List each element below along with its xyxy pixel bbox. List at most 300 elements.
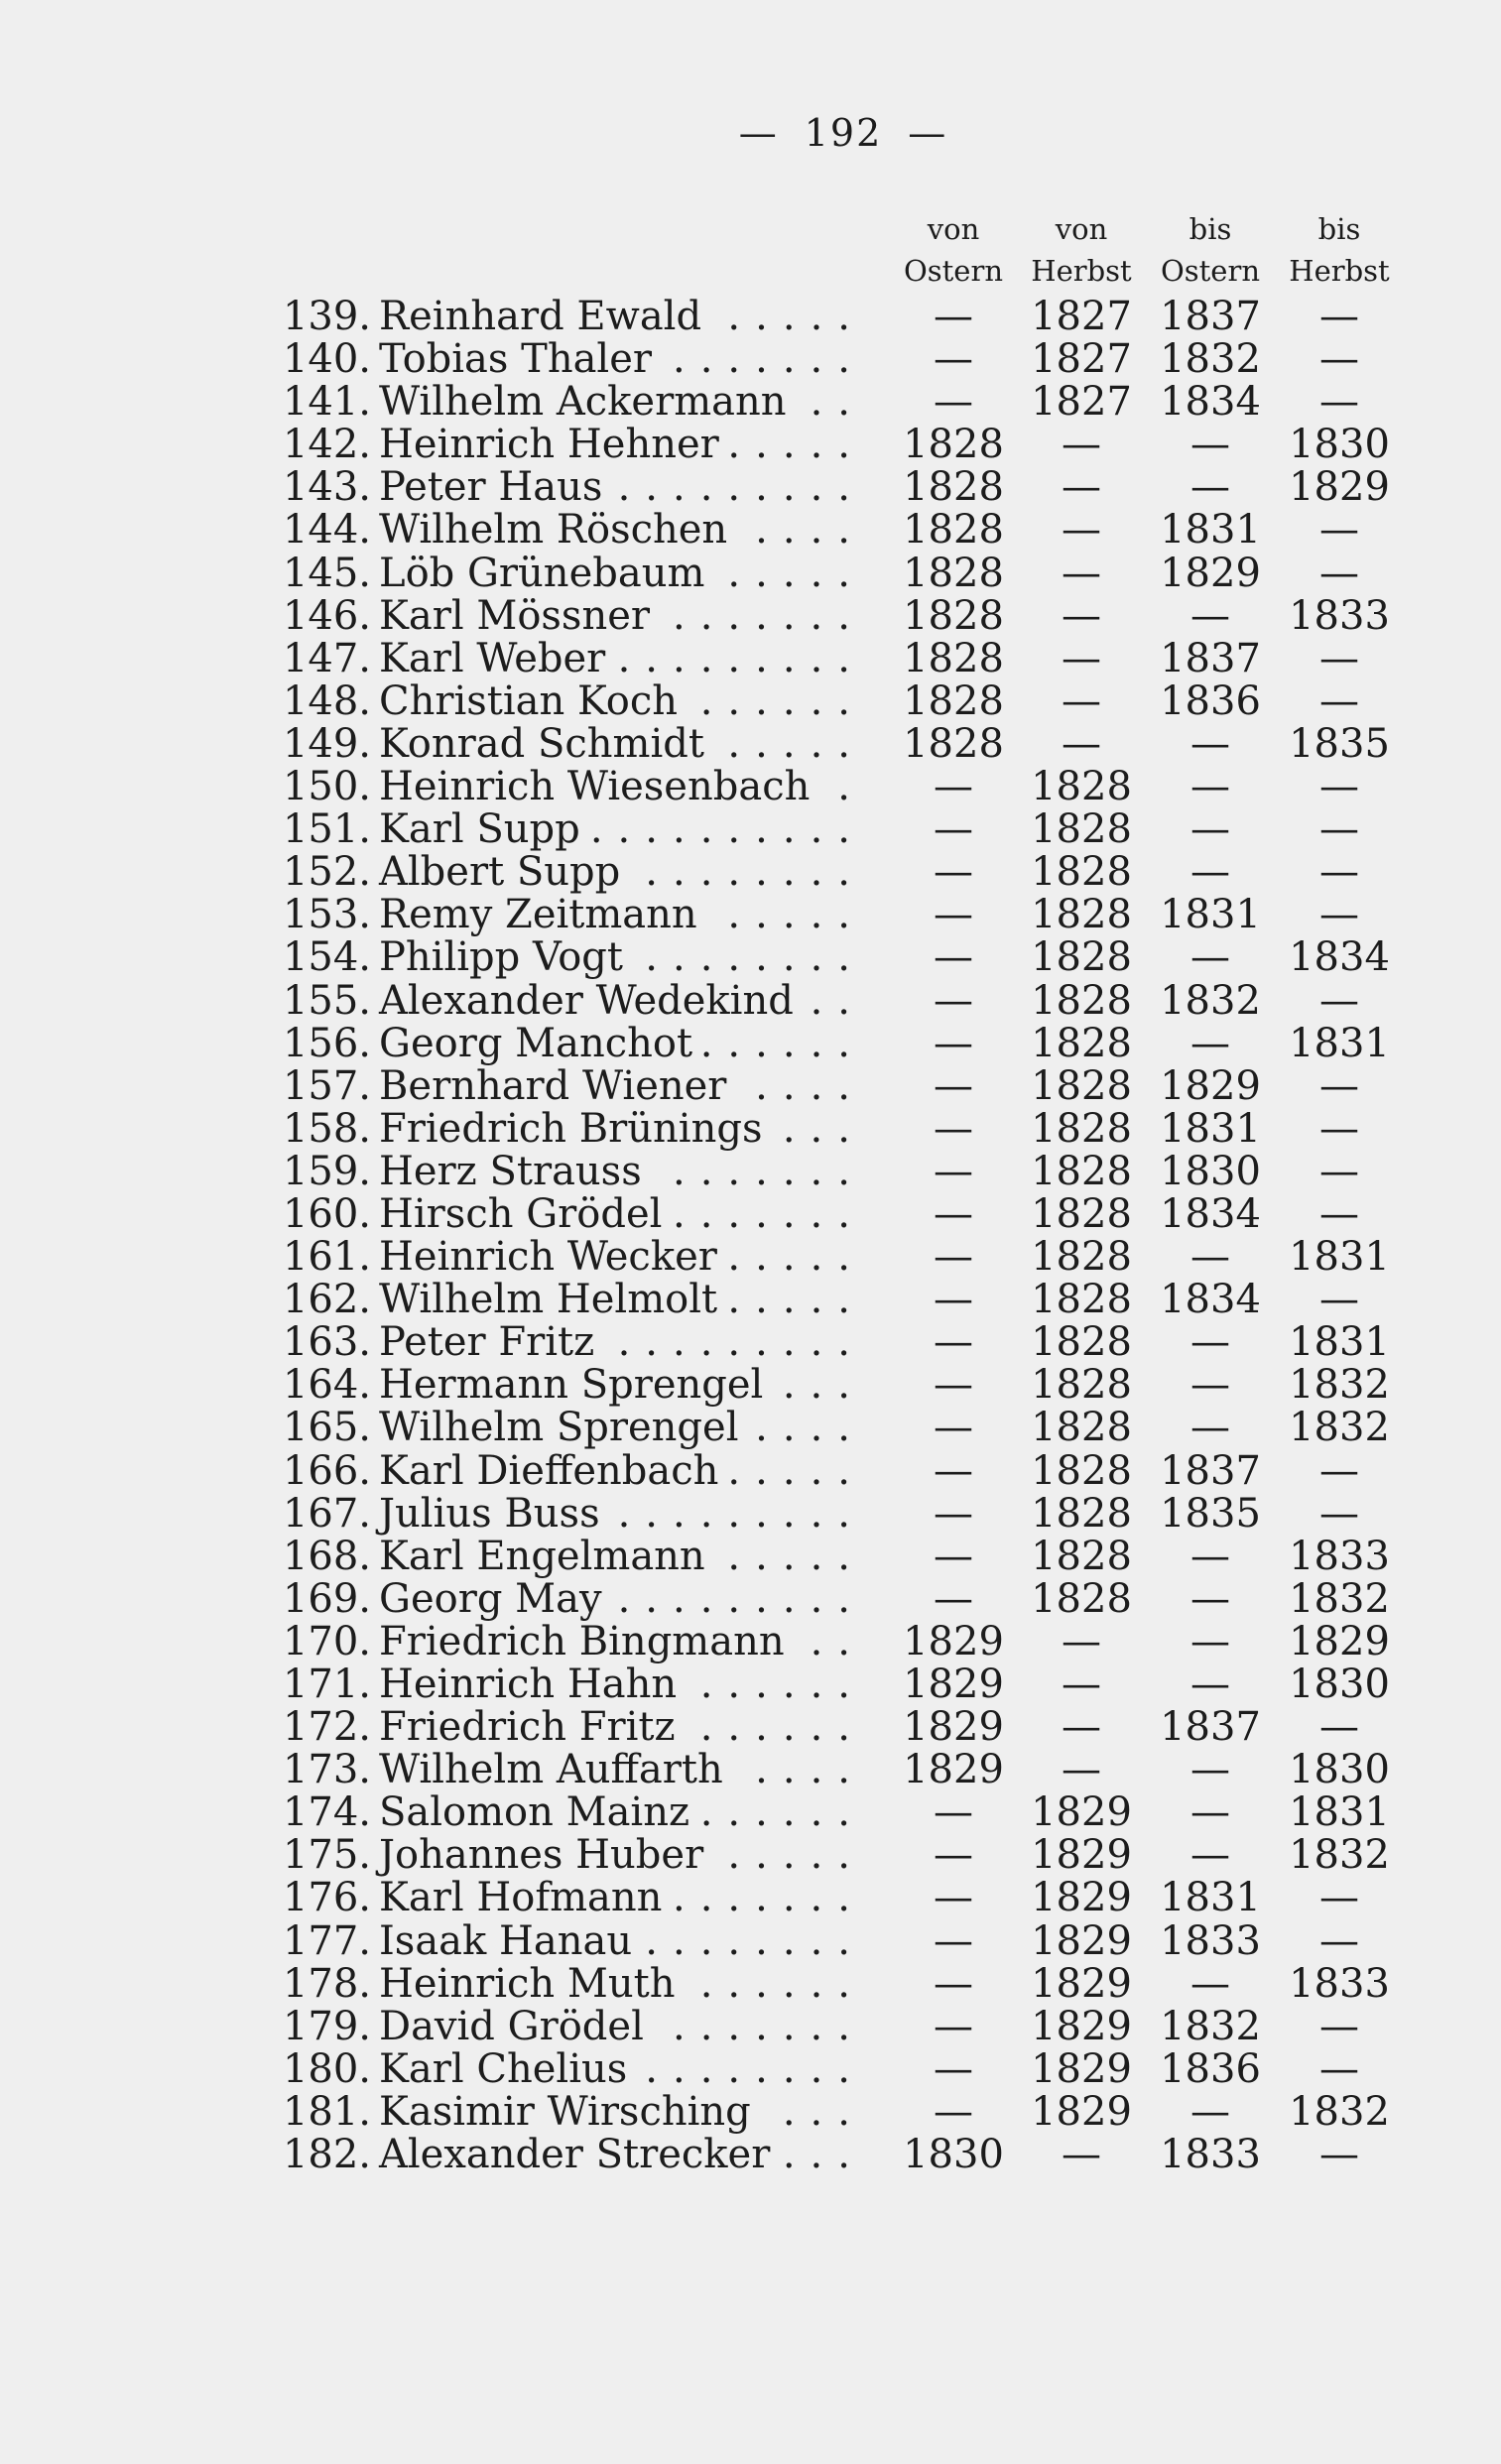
bis-ostern-value: 1834: [1160, 379, 1261, 426]
student-name: Friedrich Bingmann: [379, 1618, 785, 1664]
von-ostern-value: —: [934, 1533, 973, 1579]
von-herbst-value: 1828: [1031, 1575, 1132, 1622]
bis-herbst-value: —: [1319, 336, 1359, 383]
bis-ostern-value: 1832: [1160, 977, 1261, 1024]
entry-number: 161.: [282, 1234, 371, 1281]
von-ostern-value: —: [934, 849, 973, 896]
leader-dots: ...: [782, 1362, 865, 1409]
student-name: Alexander Wedekind: [379, 977, 794, 1024]
bis-ostern-value: 1830: [1160, 1148, 1261, 1194]
list-item: [0, 1960, 1501, 2007]
leader-dots: .........: [617, 1575, 865, 1622]
leader-dots: .: [837, 764, 865, 810]
list-item: [0, 1877, 1501, 1919]
von-herbst-value: —: [1062, 1618, 1101, 1664]
column-header-von-ostern: [884, 208, 1023, 292]
von-ostern-value: —: [934, 1447, 973, 1494]
von-herbst-value: 1828: [1031, 1447, 1132, 1494]
student-name: Löb Grünebaum: [379, 550, 705, 596]
list-item: [0, 1148, 1501, 1194]
von-herbst-value: 1828: [1031, 1490, 1132, 1537]
student-name: Isaak Hanau: [379, 1917, 633, 1964]
list-item: [0, 680, 1501, 723]
list-item: [0, 1533, 1501, 1579]
student-name: Karl Hofmann: [379, 1875, 663, 1921]
list-item: [0, 381, 1501, 424]
leader-dots: ..: [810, 379, 865, 426]
bis-herbst-value: —: [1319, 1062, 1359, 1109]
list-item: [0, 296, 1501, 338]
von-ostern-value: —: [934, 1148, 973, 1194]
student-name: Wilhelm Sprengel: [379, 1405, 739, 1451]
bis-herbst-value: 1832: [1289, 1362, 1390, 1409]
von-herbst-value: —: [1062, 507, 1101, 554]
column-header-bottom: Herbst: [1031, 254, 1132, 288]
entry-number: 155.: [282, 977, 371, 1024]
student-name: Alexander Strecker: [379, 2132, 771, 2178]
header-dash-left: —: [738, 111, 779, 155]
von-herbst-value: 1827: [1031, 379, 1132, 426]
leader-dots: .......: [672, 2003, 865, 2049]
von-herbst-value: 1828: [1031, 764, 1132, 810]
list-item: [0, 977, 1501, 1024]
leader-dots: ..: [810, 1618, 865, 1664]
leader-dots: .......: [672, 592, 865, 639]
entry-number: 154.: [282, 934, 371, 981]
von-herbst-value: 1829: [1031, 2045, 1132, 2092]
bis-herbst-value: 1829: [1289, 1618, 1390, 1664]
list-item: [0, 1749, 1501, 1791]
bis-ostern-value: —: [1190, 806, 1230, 853]
entry-number: 160.: [282, 1190, 371, 1237]
von-ostern-value: 1828: [903, 464, 1004, 511]
leader-dots: ........: [645, 849, 865, 896]
leader-dots: .....: [727, 1277, 865, 1323]
bis-herbst-value: 1830: [1289, 1747, 1390, 1793]
von-herbst-value: 1828: [1031, 1020, 1132, 1066]
bis-ostern-value: —: [1190, 1020, 1230, 1066]
list-item: [0, 1321, 1501, 1364]
leader-dots: .....: [727, 892, 865, 938]
von-herbst-value: 1828: [1031, 1062, 1132, 1109]
leader-dots: ....: [755, 1405, 865, 1451]
entry-number: 167.: [282, 1490, 371, 1537]
von-ostern-value: —: [934, 1832, 973, 1879]
list-item: [0, 1364, 1501, 1407]
bis-ostern-value: —: [1190, 1533, 1230, 1579]
von-herbst-value: —: [1062, 464, 1101, 511]
student-name: Christian Koch: [379, 678, 679, 724]
entry-number: 171.: [282, 1662, 371, 1707]
leader-dots: ......: [699, 1020, 865, 1066]
bis-ostern-value: —: [1190, 720, 1230, 767]
list-item: [0, 1447, 1501, 1494]
list-item: [0, 1663, 1501, 1706]
von-ostern-value: 1830: [903, 2132, 1004, 2178]
leader-dots: .........: [617, 464, 865, 511]
bis-ostern-value: 1831: [1160, 1875, 1261, 1921]
bis-herbst-value: 1830: [1289, 1662, 1390, 1707]
von-herbst-value: —: [1062, 678, 1101, 724]
von-herbst-value: —: [1062, 635, 1101, 681]
von-ostern-value: 1828: [903, 592, 1004, 639]
entry-number: 168.: [282, 1533, 371, 1579]
bis-ostern-value: 1837: [1160, 635, 1261, 681]
entry-number: 163.: [282, 1319, 371, 1366]
bis-herbst-value: —: [1319, 294, 1359, 339]
von-herbst-value: 1828: [1031, 977, 1132, 1024]
entry-number: 144.: [282, 507, 371, 554]
von-herbst-value: 1828: [1031, 1277, 1132, 1323]
bis-ostern-value: —: [1190, 1575, 1230, 1622]
bis-ostern-value: 1831: [1160, 1105, 1261, 1152]
student-name: Friedrich Fritz: [379, 1704, 676, 1751]
list-item: [0, 1917, 1501, 1964]
entry-number: 181.: [282, 2088, 371, 2135]
student-name: Albert Supp: [379, 849, 621, 896]
bis-herbst-value: —: [1319, 1105, 1359, 1152]
entry-number: 162.: [282, 1277, 371, 1323]
leader-dots: .......: [672, 1875, 865, 1921]
von-ostern-value: —: [934, 1020, 973, 1066]
entry-number: 156.: [282, 1020, 371, 1066]
von-herbst-value: 1828: [1031, 1234, 1132, 1281]
bis-ostern-value: —: [1190, 1747, 1230, 1793]
bis-ostern-value: 1837: [1160, 1704, 1261, 1751]
student-name: Tobias Thaler: [379, 336, 653, 383]
page-number: 192: [804, 111, 883, 155]
student-name: Karl Weber: [379, 635, 606, 681]
entry-number: 169.: [282, 1575, 371, 1622]
list-item: [0, 1791, 1501, 1834]
bis-ostern-value: 1829: [1160, 1062, 1261, 1109]
bis-ostern-value: —: [1190, 764, 1230, 810]
leader-dots: ..........: [589, 806, 865, 853]
student-name: Herz Strauss: [379, 1148, 642, 1194]
von-ostern-value: 1828: [903, 720, 1004, 767]
von-herbst-value: 1828: [1031, 849, 1132, 896]
von-herbst-value: 1828: [1031, 1362, 1132, 1409]
leader-dots: .........: [617, 1319, 865, 1366]
bis-herbst-value: —: [1319, 1190, 1359, 1237]
von-ostern-value: 1828: [903, 507, 1004, 554]
student-name: Johannes Huber: [379, 1832, 704, 1879]
list-item: [0, 808, 1501, 851]
list-item: [0, 1020, 1501, 1066]
bis-herbst-value: —: [1319, 2045, 1359, 2092]
bis-herbst-value: —: [1319, 550, 1359, 596]
list-item: [0, 1618, 1501, 1664]
von-ostern-value: 1829: [903, 1747, 1004, 1793]
entry-number: 141.: [282, 379, 371, 426]
von-herbst-value: 1829: [1031, 1832, 1132, 1879]
list-item: [0, 635, 1501, 681]
von-herbst-value: 1828: [1031, 806, 1132, 853]
leader-dots: .......: [672, 1148, 865, 1194]
list-item: [0, 592, 1501, 639]
student-name: Wilhelm Ackermann: [379, 379, 787, 426]
von-herbst-value: 1827: [1031, 294, 1132, 339]
von-herbst-value: —: [1062, 422, 1101, 468]
student-name: Heinrich Muth: [379, 1960, 676, 2007]
bis-herbst-value: 1833: [1289, 592, 1390, 639]
von-ostern-value: —: [934, 806, 973, 853]
list-item: [0, 509, 1501, 552]
leader-dots: .....: [727, 720, 865, 767]
bis-herbst-value: —: [1319, 764, 1359, 810]
von-herbst-value: 1828: [1031, 1533, 1132, 1579]
bis-ostern-value: —: [1190, 934, 1230, 981]
von-ostern-value: —: [934, 1362, 973, 1409]
leader-dots: ........: [645, 2045, 865, 2092]
leader-dots: .....: [727, 1533, 865, 1579]
bis-ostern-value: —: [1190, 2088, 1230, 2135]
list-item: [0, 1834, 1501, 1877]
von-herbst-value: —: [1062, 1662, 1101, 1707]
entry-number: 158.: [282, 1105, 371, 1152]
leader-dots: .....: [727, 294, 865, 339]
student-name: Hirsch Grödel: [379, 1190, 663, 1237]
leader-dots: ........: [645, 934, 865, 981]
bis-ostern-value: —: [1190, 1789, 1230, 1836]
bis-herbst-value: 1832: [1289, 1832, 1390, 1879]
page-header: [0, 111, 1501, 155]
list-item: [0, 766, 1501, 808]
von-ostern-value: —: [934, 934, 973, 981]
list-item: [0, 1575, 1501, 1622]
leader-dots: ...: [782, 1105, 865, 1152]
bis-herbst-value: 1829: [1289, 464, 1390, 511]
student-name: Julius Buss: [379, 1490, 600, 1537]
von-herbst-value: 1829: [1031, 1960, 1132, 2007]
von-ostern-value: —: [934, 2003, 973, 2049]
von-herbst-value: 1829: [1031, 2088, 1132, 2135]
bis-herbst-value: 1832: [1289, 2088, 1390, 2135]
bis-ostern-value: 1831: [1160, 892, 1261, 938]
column-header-bis-ostern: [1141, 208, 1280, 292]
von-herbst-value: —: [1062, 1704, 1101, 1751]
list-item: [0, 1105, 1501, 1152]
von-ostern-value: —: [934, 1277, 973, 1323]
column-header-top: bis: [1188, 212, 1232, 246]
von-ostern-value: —: [934, 2045, 973, 2092]
von-herbst-value: —: [1062, 720, 1101, 767]
von-ostern-value: —: [934, 1062, 973, 1109]
bis-herbst-value: —: [1319, 977, 1359, 1024]
column-header-von-herbst: [1012, 208, 1151, 292]
entry-number: 178.: [282, 1960, 371, 2007]
column-header-bottom: Ostern: [903, 254, 1003, 288]
entry-number: 173.: [282, 1747, 371, 1793]
bis-herbst-value: —: [1319, 678, 1359, 724]
bis-ostern-value: —: [1190, 849, 1230, 896]
entry-number: 152.: [282, 849, 371, 896]
entry-number: 148.: [282, 678, 371, 724]
von-herbst-value: 1829: [1031, 1789, 1132, 1836]
entry-number: 174.: [282, 1789, 371, 1836]
leader-dots: ....: [755, 1062, 865, 1109]
entry-number: 143.: [282, 464, 371, 511]
von-ostern-value: —: [934, 1190, 973, 1237]
student-name: Wilhelm Auffarth: [379, 1747, 723, 1793]
bis-ostern-value: —: [1190, 1234, 1230, 1281]
list-item: [0, 1236, 1501, 1279]
entry-number: 159.: [282, 1148, 371, 1194]
entry-number: 139.: [282, 294, 371, 339]
bis-ostern-value: 1835: [1160, 1490, 1261, 1537]
leader-dots: .....: [727, 422, 865, 468]
bis-ostern-value: —: [1190, 1832, 1230, 1879]
bis-herbst-value: —: [1319, 806, 1359, 853]
header-dash-right: —: [908, 111, 948, 155]
leader-dots: .....: [727, 1447, 865, 1494]
student-name: Reinhard Ewald: [379, 294, 702, 339]
column-header-bottom: Herbst: [1289, 254, 1390, 288]
entry-number: 151.: [282, 806, 371, 853]
bis-ostern-value: 1837: [1160, 294, 1261, 339]
bis-herbst-value: —: [1319, 2132, 1359, 2178]
bis-herbst-value: 1832: [1289, 1405, 1390, 1451]
bis-ostern-value: 1834: [1160, 1277, 1261, 1323]
list-item: [0, 2134, 1501, 2176]
leader-dots: ......: [699, 1789, 865, 1836]
entry-number: 142.: [282, 422, 371, 468]
entry-number: 164.: [282, 1362, 371, 1409]
list-item: [0, 1190, 1501, 1237]
column-header-bis-herbst: [1270, 208, 1409, 292]
student-name: Salomon Mainz: [379, 1789, 690, 1836]
column-header-top: von: [927, 212, 980, 246]
list-item: [0, 2088, 1501, 2135]
von-ostern-value: —: [934, 336, 973, 383]
leader-dots: ........: [645, 1917, 865, 1964]
leader-dots: ..: [810, 977, 865, 1024]
entry-number: 175.: [282, 1832, 371, 1879]
bis-ostern-value: 1837: [1160, 1447, 1261, 1494]
student-name: Karl Supp: [379, 806, 580, 853]
student-name: Karl Dieffenbach: [379, 1447, 719, 1494]
student-name: David Grödel: [379, 2003, 644, 2049]
bis-herbst-value: 1831: [1289, 1020, 1390, 1066]
bis-ostern-value: 1836: [1160, 678, 1261, 724]
student-name: Philipp Vogt: [379, 934, 623, 981]
bis-herbst-value: —: [1319, 849, 1359, 896]
von-ostern-value: —: [934, 977, 973, 1024]
von-herbst-value: 1828: [1031, 1405, 1132, 1451]
bis-herbst-value: —: [1319, 892, 1359, 938]
student-name: Kasimir Wirsching: [379, 2088, 751, 2135]
von-ostern-value: —: [934, 1917, 973, 1964]
bis-ostern-value: —: [1190, 1405, 1230, 1451]
list-item: [0, 720, 1501, 767]
student-name: Karl Chelius: [379, 2045, 628, 2092]
student-name: Friedrich Brünings: [379, 1105, 763, 1152]
list-item: [0, 2045, 1501, 2092]
entry-number: 170.: [282, 1618, 371, 1664]
bis-herbst-value: —: [1319, 1704, 1359, 1751]
student-name: Heinrich Hahn: [379, 1662, 678, 1707]
entry-number: 182.: [282, 2132, 371, 2178]
student-name: Konrad Schmidt: [379, 720, 704, 767]
list-item: [0, 1706, 1501, 1749]
column-header-top: von: [1055, 212, 1108, 246]
leader-dots: .....: [727, 1234, 865, 1281]
von-ostern-value: 1829: [903, 1618, 1004, 1664]
von-ostern-value: —: [934, 294, 973, 339]
entry-number: 149.: [282, 720, 371, 767]
column-header-top: bis: [1317, 212, 1361, 246]
bis-ostern-value: —: [1190, 422, 1230, 468]
leader-dots: .......: [672, 336, 865, 383]
entry-number: 176.: [282, 1875, 371, 1921]
leader-dots: .......: [672, 1190, 865, 1237]
entry-number: 146.: [282, 592, 371, 639]
bis-ostern-value: 1836: [1160, 2045, 1261, 2092]
bis-ostern-value: 1833: [1160, 1917, 1261, 1964]
bis-ostern-value: 1831: [1160, 507, 1261, 554]
von-ostern-value: —: [934, 892, 973, 938]
leader-dots: ....: [755, 507, 865, 554]
student-name: Hermann Sprengel: [379, 1362, 764, 1409]
student-name: Georg Manchot: [379, 1020, 693, 1066]
leader-dots: ...: [782, 2132, 865, 2178]
list-item: [0, 424, 1501, 466]
leader-dots: .........: [617, 1490, 865, 1537]
bis-ostern-value: —: [1190, 464, 1230, 511]
bis-herbst-value: —: [1319, 1277, 1359, 1323]
bis-herbst-value: 1833: [1289, 1533, 1390, 1579]
bis-herbst-value: 1834: [1289, 934, 1390, 981]
leader-dots: .....: [727, 1832, 865, 1879]
von-herbst-value: 1828: [1031, 1319, 1132, 1366]
student-name: Heinrich Wecker: [379, 1234, 717, 1281]
leader-dots: ......: [699, 1662, 865, 1707]
bis-herbst-value: 1833: [1289, 1960, 1390, 2007]
von-herbst-value: 1827: [1031, 336, 1132, 383]
bis-ostern-value: —: [1190, 1960, 1230, 2007]
von-herbst-value: —: [1062, 2132, 1101, 2178]
entry-number: 166.: [282, 1447, 371, 1494]
bis-ostern-value: 1833: [1160, 2132, 1261, 2178]
leader-dots: .....: [727, 550, 865, 596]
bis-ostern-value: —: [1190, 1662, 1230, 1707]
von-herbst-value: 1828: [1031, 1148, 1132, 1194]
student-name: Heinrich Hehner: [379, 422, 719, 468]
bis-ostern-value: 1834: [1160, 1190, 1261, 1237]
von-ostern-value: —: [934, 1319, 973, 1366]
entry-number: 179.: [282, 2003, 371, 2049]
entry-number: 165.: [282, 1405, 371, 1451]
von-ostern-value: 1828: [903, 678, 1004, 724]
bis-herbst-value: —: [1319, 1917, 1359, 1964]
von-ostern-value: —: [934, 764, 973, 810]
bis-herbst-value: 1835: [1289, 720, 1390, 767]
bis-herbst-value: —: [1319, 507, 1359, 554]
leader-dots: ......: [699, 678, 865, 724]
student-name: Wilhelm Röschen: [379, 507, 728, 554]
von-ostern-value: —: [934, 1960, 973, 2007]
von-herbst-value: —: [1062, 1747, 1101, 1793]
student-name: Georg May: [379, 1575, 602, 1622]
von-herbst-value: —: [1062, 592, 1101, 639]
bis-herbst-value: —: [1319, 379, 1359, 426]
bis-herbst-value: —: [1319, 1490, 1359, 1537]
von-ostern-value: —: [934, 1405, 973, 1451]
von-herbst-value: 1828: [1031, 1190, 1132, 1237]
bis-herbst-value: —: [1319, 1875, 1359, 1921]
leader-dots: .........: [617, 635, 865, 681]
student-name: Bernhard Wiener: [379, 1062, 727, 1109]
